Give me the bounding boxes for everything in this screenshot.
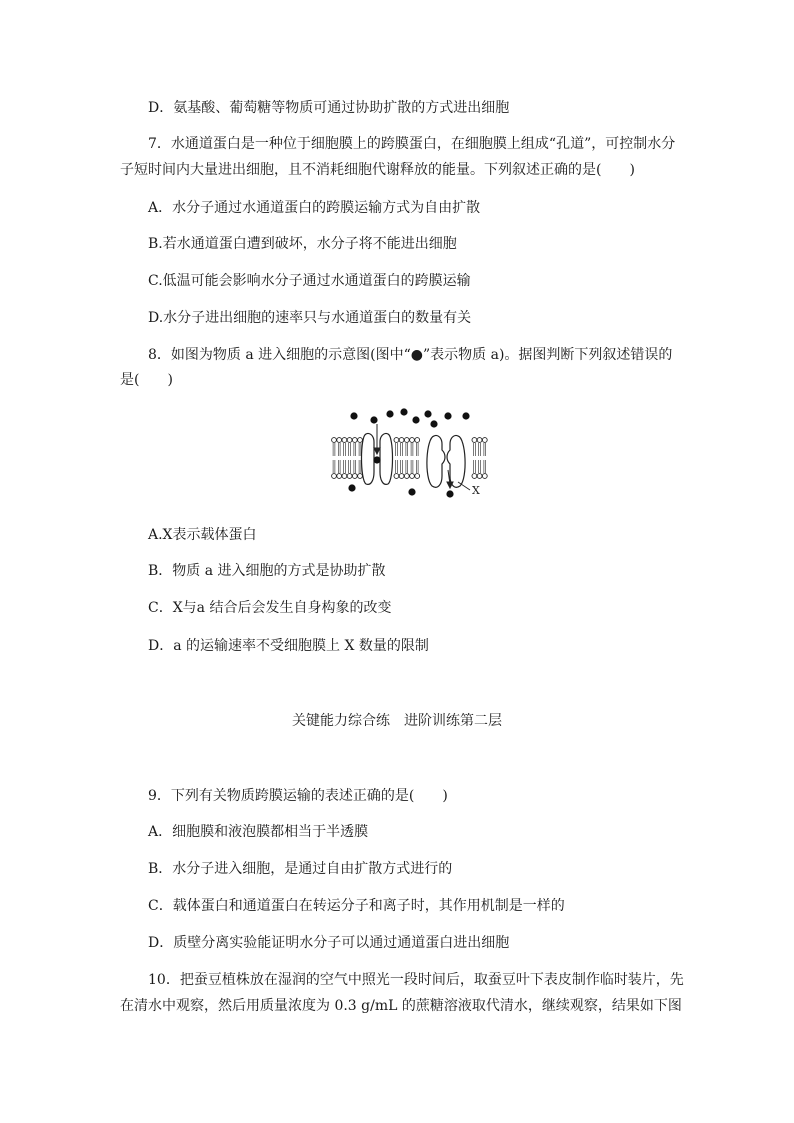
lipid-head <box>410 438 415 443</box>
particle-a <box>446 490 453 497</box>
lipid-head <box>477 474 482 479</box>
q7-option-d: D.水分子进出细胞的速率只与水通道蛋白的数量有关 <box>148 310 472 326</box>
figure-label-x: X <box>472 484 480 497</box>
particle-a <box>400 408 407 415</box>
lipid-head <box>332 474 337 479</box>
carrier-protein-x <box>427 435 465 487</box>
lipid-head <box>342 474 347 479</box>
lipid-head <box>482 438 487 443</box>
lipid-head <box>472 474 477 479</box>
q7-stem-line1: 7．水通道蛋白是一种位于细胞膜上的跨膜蛋白，在细胞膜上组成“孔道”，可控制水分 <box>148 136 676 152</box>
particle-a <box>444 412 451 419</box>
q8-stem-line1: 8．如图为物质 a 进入细胞的示意图(图中“●”表示物质 a)。据图判断下列叙述错误的 <box>148 347 673 363</box>
particle-a <box>350 412 357 419</box>
lipid-head <box>415 474 420 479</box>
lipid-head <box>358 438 363 443</box>
q9-stem: 9．下列有关物质跨膜运输的表述正确的是( ) <box>148 788 448 804</box>
q9-option-b: B．水分子进入细胞，是通过自由扩散方式进行的 <box>148 861 453 877</box>
lipid-head <box>404 438 409 443</box>
lipid-head <box>399 438 404 443</box>
membrane-transport-diagram <box>330 406 490 498</box>
lipid-head <box>352 474 357 479</box>
q7-option-b: B.若水通道蛋白遭到破坏，水分子将不能进出细胞 <box>148 236 457 252</box>
lipid-head <box>342 438 347 443</box>
q7-option-c: C.低温可能会影响水分子通过水通道蛋白的跨膜运输 <box>148 273 471 289</box>
prev-question-option-d: D．氨基酸、葡萄糖等物质可通过协助扩散的方式进出细胞 <box>148 100 510 116</box>
particle-a <box>386 410 393 417</box>
particle-a <box>408 488 415 495</box>
lipid-head <box>482 474 487 479</box>
particle-a <box>373 456 380 463</box>
lipid-head <box>394 438 399 443</box>
lipid-head <box>399 474 404 479</box>
lipid-head <box>337 474 342 479</box>
q9-option-d: D．质壁分离实验能证明水分子可以通过通道蛋白进出细胞 <box>148 935 510 951</box>
lipid-head <box>352 438 357 443</box>
q10-stem-line2: 在清水中观察，然后用质量浓度为 0.3 g/mL 的蔗糖溶液取代清水，继续观察，结果如下图 <box>120 998 682 1014</box>
lipid-head <box>347 438 352 443</box>
particle-a <box>348 484 355 491</box>
q9-option-c: C．载体蛋白和通道蛋白在转运分子和离子时，其作用机制是一样的 <box>148 898 565 914</box>
section-title: 关键能力综合练 进阶训练第二层 <box>292 713 502 729</box>
q7-option-a: A．水分子通过水通道蛋白的跨膜运输方式为自由扩散 <box>148 200 481 216</box>
q10-stem-line1: 10．把蚕豆植株放在湿润的空气中照光一段时间后，取蚕豆叶下表皮制作临时装片，先 <box>148 972 684 988</box>
lipid-head <box>347 474 352 479</box>
q8-option-a: A.X表示载体蛋白 <box>148 527 257 543</box>
lipid-head <box>394 474 399 479</box>
lipid-head <box>358 474 363 479</box>
particle-a <box>462 412 469 419</box>
lipid-head <box>472 438 477 443</box>
q7-stem-line2: 子短时间内大量进出细胞，且不消耗细胞代谢释放的能量。下列叙述正确的是( ) <box>120 162 635 178</box>
particle-a <box>412 416 419 423</box>
q8-option-d: D．a 的运输速率不受细胞膜上 X 数量的限制 <box>148 638 429 654</box>
particle-a <box>430 420 437 427</box>
q8-stem-line2: 是( ) <box>120 372 173 388</box>
lipid-head <box>477 438 482 443</box>
lipid-head <box>332 438 337 443</box>
lipid-head <box>415 438 420 443</box>
particle-a <box>424 410 431 417</box>
q8-option-b: B．物质 a 进入细胞的方式是协助扩散 <box>148 563 386 579</box>
lipid-head <box>337 438 342 443</box>
q8-option-c: C．X与a 结合后会发生自身构象的改变 <box>148 600 392 616</box>
particle-a <box>370 416 377 423</box>
lipid-head <box>404 474 409 479</box>
lipid-head <box>410 474 415 479</box>
q9-option-a: A．细胞膜和液泡膜都相当于半透膜 <box>148 824 369 840</box>
